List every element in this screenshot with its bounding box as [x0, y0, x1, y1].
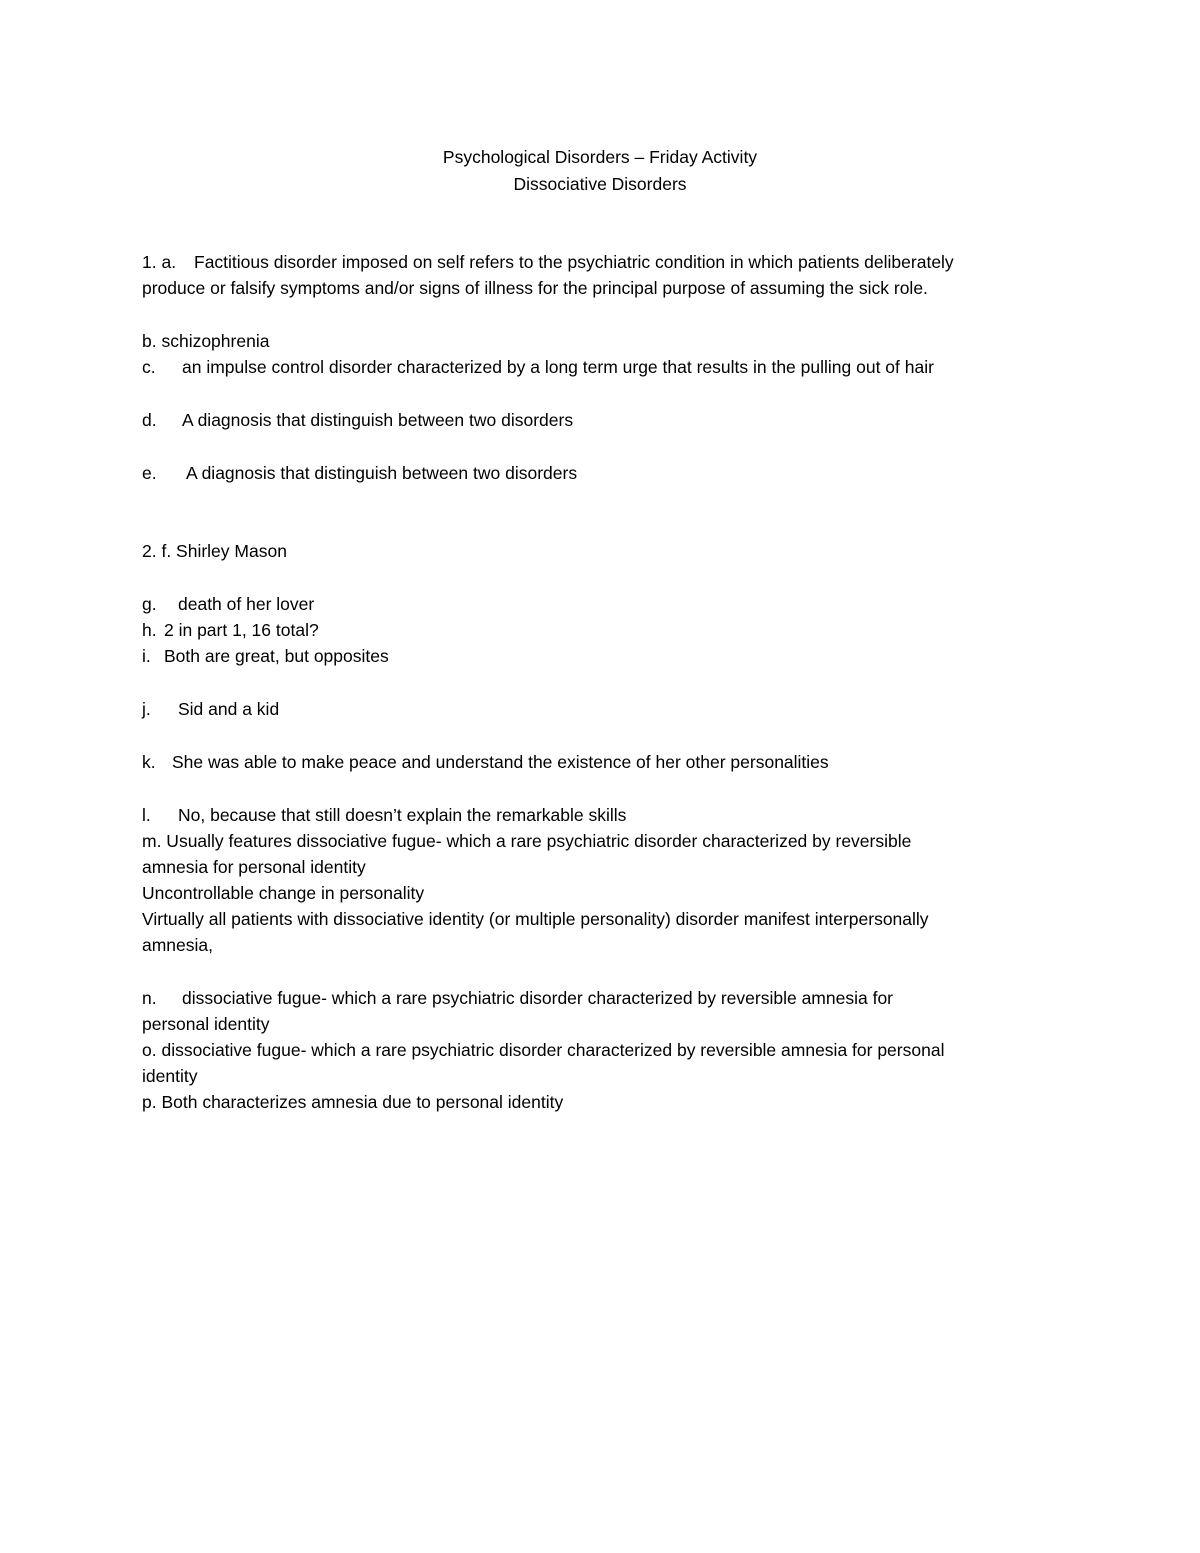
answers-body — [142, 249, 1072, 1115]
answer-i-label: i. — [142, 646, 151, 666]
answer-2f: 2. f. Shirley Mason — [142, 541, 287, 561]
answer-d-label: d. — [142, 410, 157, 430]
answer-i — [142, 643, 1072, 669]
answer-j-text: Sid and a kid — [178, 699, 280, 719]
answer-g-text: death of her lover — [178, 594, 315, 614]
page-subtitle: Dissociative Disorders — [513, 174, 687, 194]
answer-b: b. schizophrenia — [142, 331, 270, 351]
answer-k-label: k. — [142, 752, 156, 772]
answer-d — [142, 407, 1072, 433]
answer-m-line4: Virtually all patients with dissociative identity (or multiple personality) disorder manifest interpersonally — [142, 909, 929, 929]
answer-e-text: A diagnosis that distinguish between two disorders — [186, 463, 578, 483]
answer-k — [142, 749, 1072, 775]
title-block — [0, 144, 1200, 198]
answer-o-line1: o. dissociative fugue- which a rare psychiatric disorder characterized by reversible amnesia for personal — [142, 1040, 945, 1060]
answer-1a-line1 — [142, 249, 1072, 275]
answer-m-line3: Uncontrollable change in personality — [142, 883, 425, 903]
answer-1a-text-line1: Factitious disorder imposed on self refers to the psychiatric condition in which patients deliberately — [194, 252, 954, 272]
answer-m-line2: amnesia for personal identity — [142, 857, 366, 877]
answer-l — [142, 802, 1072, 828]
answer-n-label: n. — [142, 988, 157, 1008]
answer-g — [142, 591, 1072, 617]
answer-o-line2: identity — [142, 1066, 198, 1086]
answer-l-label: l. — [142, 805, 151, 825]
answer-m-line5: amnesia, — [142, 935, 214, 955]
answer-h — [142, 617, 1072, 643]
answer-p: p. Both characterizes amnesia due to personal identity — [142, 1092, 564, 1112]
answer-1a-label: 1. a. — [142, 252, 177, 272]
answer-c-label: c. — [142, 357, 156, 377]
answer-i-text: Both are great, but opposites — [164, 646, 389, 666]
answer-c — [142, 354, 1072, 380]
answer-n-text-line1: dissociative fugue- which a rare psychiatric disorder characterized by reversible amnesia for — [182, 988, 894, 1008]
answer-1a-line2: produce or falsify symptoms and/or signs of illness for the principal purpose of assuming the sick role. — [142, 278, 928, 298]
answer-h-label: h. — [142, 620, 157, 640]
answer-g-label: g. — [142, 594, 157, 614]
answer-e-label: e. — [142, 463, 157, 483]
answer-m-line1: m. Usually features dissociative fugue- which a rare psychiatric disorder characterized by reversible — [142, 831, 912, 851]
answer-j-label: j. — [142, 699, 151, 719]
answer-h-text: 2 in part 1, 16 total? — [164, 620, 319, 640]
page-title: Psychological Disorders – Friday Activity — [442, 147, 758, 167]
answer-n-line2: personal identity — [142, 1014, 270, 1034]
answer-n-line1 — [142, 985, 1072, 1011]
answer-c-text: an impulse control disorder characterized by a long term urge that results in the pulling out of hair — [182, 357, 934, 377]
answer-j — [142, 696, 1072, 722]
answer-k-text: She was able to make peace and understand the existence of her other personalities — [172, 752, 829, 772]
answer-e — [142, 460, 1072, 486]
answer-l-text: No, because that still doesn’t explain the remarkable skills — [178, 805, 627, 825]
answer-d-text: A diagnosis that distinguish between two disorders — [182, 410, 574, 430]
